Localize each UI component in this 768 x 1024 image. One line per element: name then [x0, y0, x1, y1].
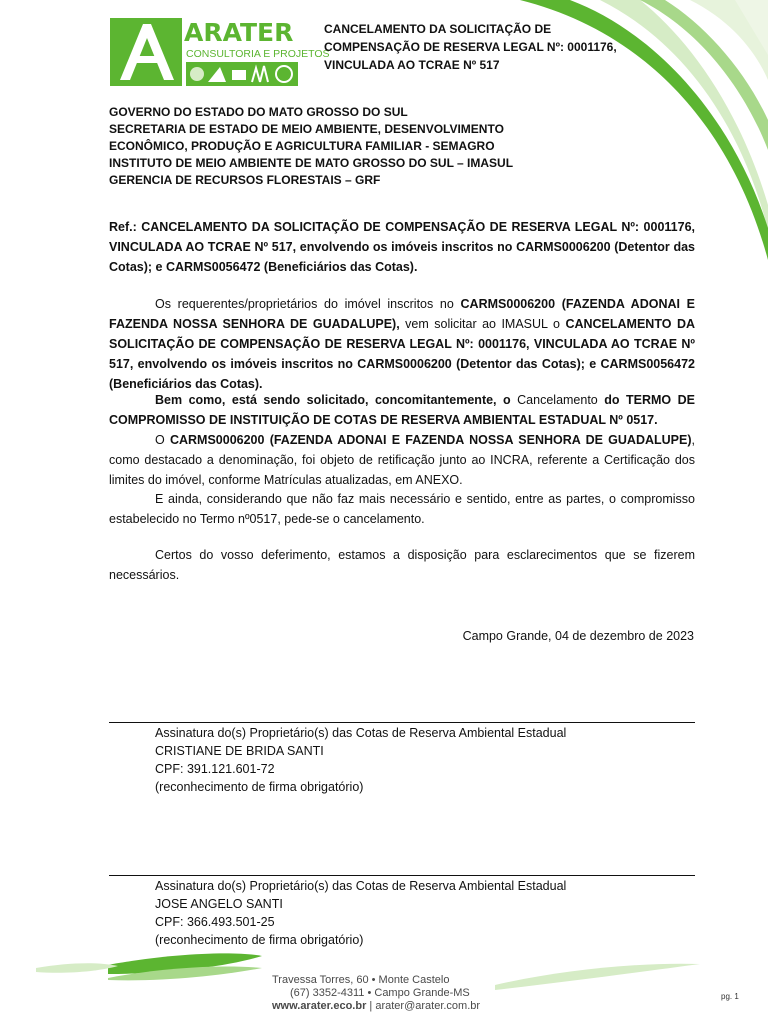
- text-span: , como destacado a denominação, foi objeto de retificação junto ao INCRA, referente a Certificação dos limites do imóvel, conforme Matrículas atualizadas, em ANEXO.: [109, 433, 695, 487]
- signatory-cpf: CPF: 391.121.601-72: [155, 762, 275, 776]
- text-span: Certos do vosso deferimento, estamos a disposição para esclarecimentos que se fizerem necessários.: [109, 548, 695, 582]
- arater-logo: [110, 18, 330, 86]
- text-span: vem solicitar ao IMASUL o: [399, 317, 566, 331]
- signature-line: [109, 875, 695, 876]
- date-line: Campo Grande, 04 de dezembro de 2023: [462, 629, 694, 643]
- logo-name: ARATER: [184, 18, 294, 47]
- signatory-name: CRISTIANE DE BRIDA SANTI: [155, 744, 324, 758]
- closing-paragraph: [109, 545, 695, 585]
- concurrent-request-paragraph: [109, 390, 695, 430]
- reference-paragraph: Ref.: CANCELAMENTO DA SOLICITAÇÃO DE COMPENSAÇÃO DE RESERVA LEGAL Nº: 0001176, VINCULADA AO TCRAE Nº 517, envolvendo os imóveis inscritos no CARMS0006200 (Detentor das Cotas); e CARMS0056472 (Beneficiários das Cotas).: [109, 220, 695, 274]
- recipient-line: GOVERNO DO ESTADO DO MATO GROSSO DO SUL: [109, 105, 408, 119]
- signatory-cpf: CPF: 366.493.501-25: [155, 915, 275, 929]
- justification-paragraph: [109, 489, 695, 529]
- logo-pictograms-icon: [186, 62, 298, 86]
- signature-role: Assinatura do(s) Proprietário(s) das Cotas de Reserva Ambiental Estadual: [155, 879, 567, 893]
- text-span: Bem como, está sendo solicitado, concomitantemente, o: [155, 393, 518, 407]
- footer-website-link[interactable]: www.arater.eco.br: [272, 1000, 367, 1012]
- property-ids: CARMS0006200 (FAZENDA ADONAI E FAZENDA NOSSA SENHORA DE GUADALUPE),: [109, 297, 695, 331]
- recipient-line: INSTITUTO DE MEIO AMBIENTE DE MATO GROSSO DO SUL – IMASUL: [109, 156, 514, 170]
- footer-email-link[interactable]: arater@arater.com.br: [375, 1000, 481, 1012]
- recipient-line: GERENCIA DE RECURSOS FLORESTAIS – GRF: [109, 173, 381, 187]
- footer-web-email: [272, 1000, 480, 1013]
- text-span: Cancelamento: [517, 393, 598, 407]
- page-number: pg. 1: [721, 992, 739, 1001]
- signature-note: (reconhecimento de firma obrigatório): [155, 933, 364, 947]
- footer-phone: (67) 3352-4311 • Campo Grande-MS: [290, 987, 470, 999]
- property-ids: CARMS0006200 (FAZENDA ADONAI E FAZENDA NOSSA SENHORA DE GUADALUPE): [169, 433, 692, 447]
- document-title: CANCELAMENTO DA SOLICITAÇÃO DE COMPENSAÇÃO DE RESERVA LEGAL Nº: 0001176, VINCULADA AO TCRAE Nº 517: [324, 22, 617, 72]
- signature-note: (reconhecimento de firma obrigatório): [155, 780, 364, 794]
- recipient-line: ECONÔMICO, PRODUÇÃO E AGRICULTURA FAMILIAR - SEMAGRO: [109, 139, 495, 153]
- request-paragraph: [109, 294, 695, 394]
- logo-tagline: CONSULTORIA E PROJETOS: [186, 48, 330, 60]
- signature-block-1: [155, 724, 566, 796]
- footer-address: Travessa Torres, 60 • Monte Castelo: [272, 974, 450, 986]
- text-span: Os requerentes/proprietários do imóvel inscritos no: [155, 297, 461, 311]
- text-span: E ainda, considerando que não faz mais necessário e sentido, entre as partes, o compromisso estabelecido no Termo nº0517, pede-se o cancelamento.: [109, 492, 695, 526]
- footer-separator: |: [366, 1000, 376, 1012]
- cancellation-subject: CANCELAMENTO DA SOLICITAÇÃO DE COMPENSAÇÃO DE RESERVA LEGAL Nº: 0001176, VINCULADA AO TCRAE Nº 517, envolvendo os imóveis inscritos no CARMS0006200 (Detentor das Cotas); e CARMS0056472 (Beneficiários das Cotas).: [109, 317, 696, 391]
- signature-line: [109, 722, 695, 723]
- recipient-block: [109, 104, 609, 189]
- footer-contact: [272, 974, 480, 1013]
- signature-role: Assinatura do(s) Proprietário(s) das Cotas de Reserva Ambiental Estadual: [155, 726, 567, 740]
- arater-a-emblem-icon: [110, 18, 182, 86]
- recipient-line: SECRETARIA DE ESTADO DE MEIO AMBIENTE, DESENVOLVIMENTO: [109, 122, 504, 136]
- term-title: do TERMO DE COMPROMISSO DE INSTITUIÇÃO DE COTAS DE RESERVA AMBIENTAL ESTADUAL Nº 0517.: [109, 393, 695, 427]
- signatory-name: JOSE ANGELO SANTI: [155, 897, 283, 911]
- text-span: O: [155, 433, 170, 447]
- rectification-paragraph: [109, 430, 695, 490]
- signature-block-2: [155, 877, 566, 949]
